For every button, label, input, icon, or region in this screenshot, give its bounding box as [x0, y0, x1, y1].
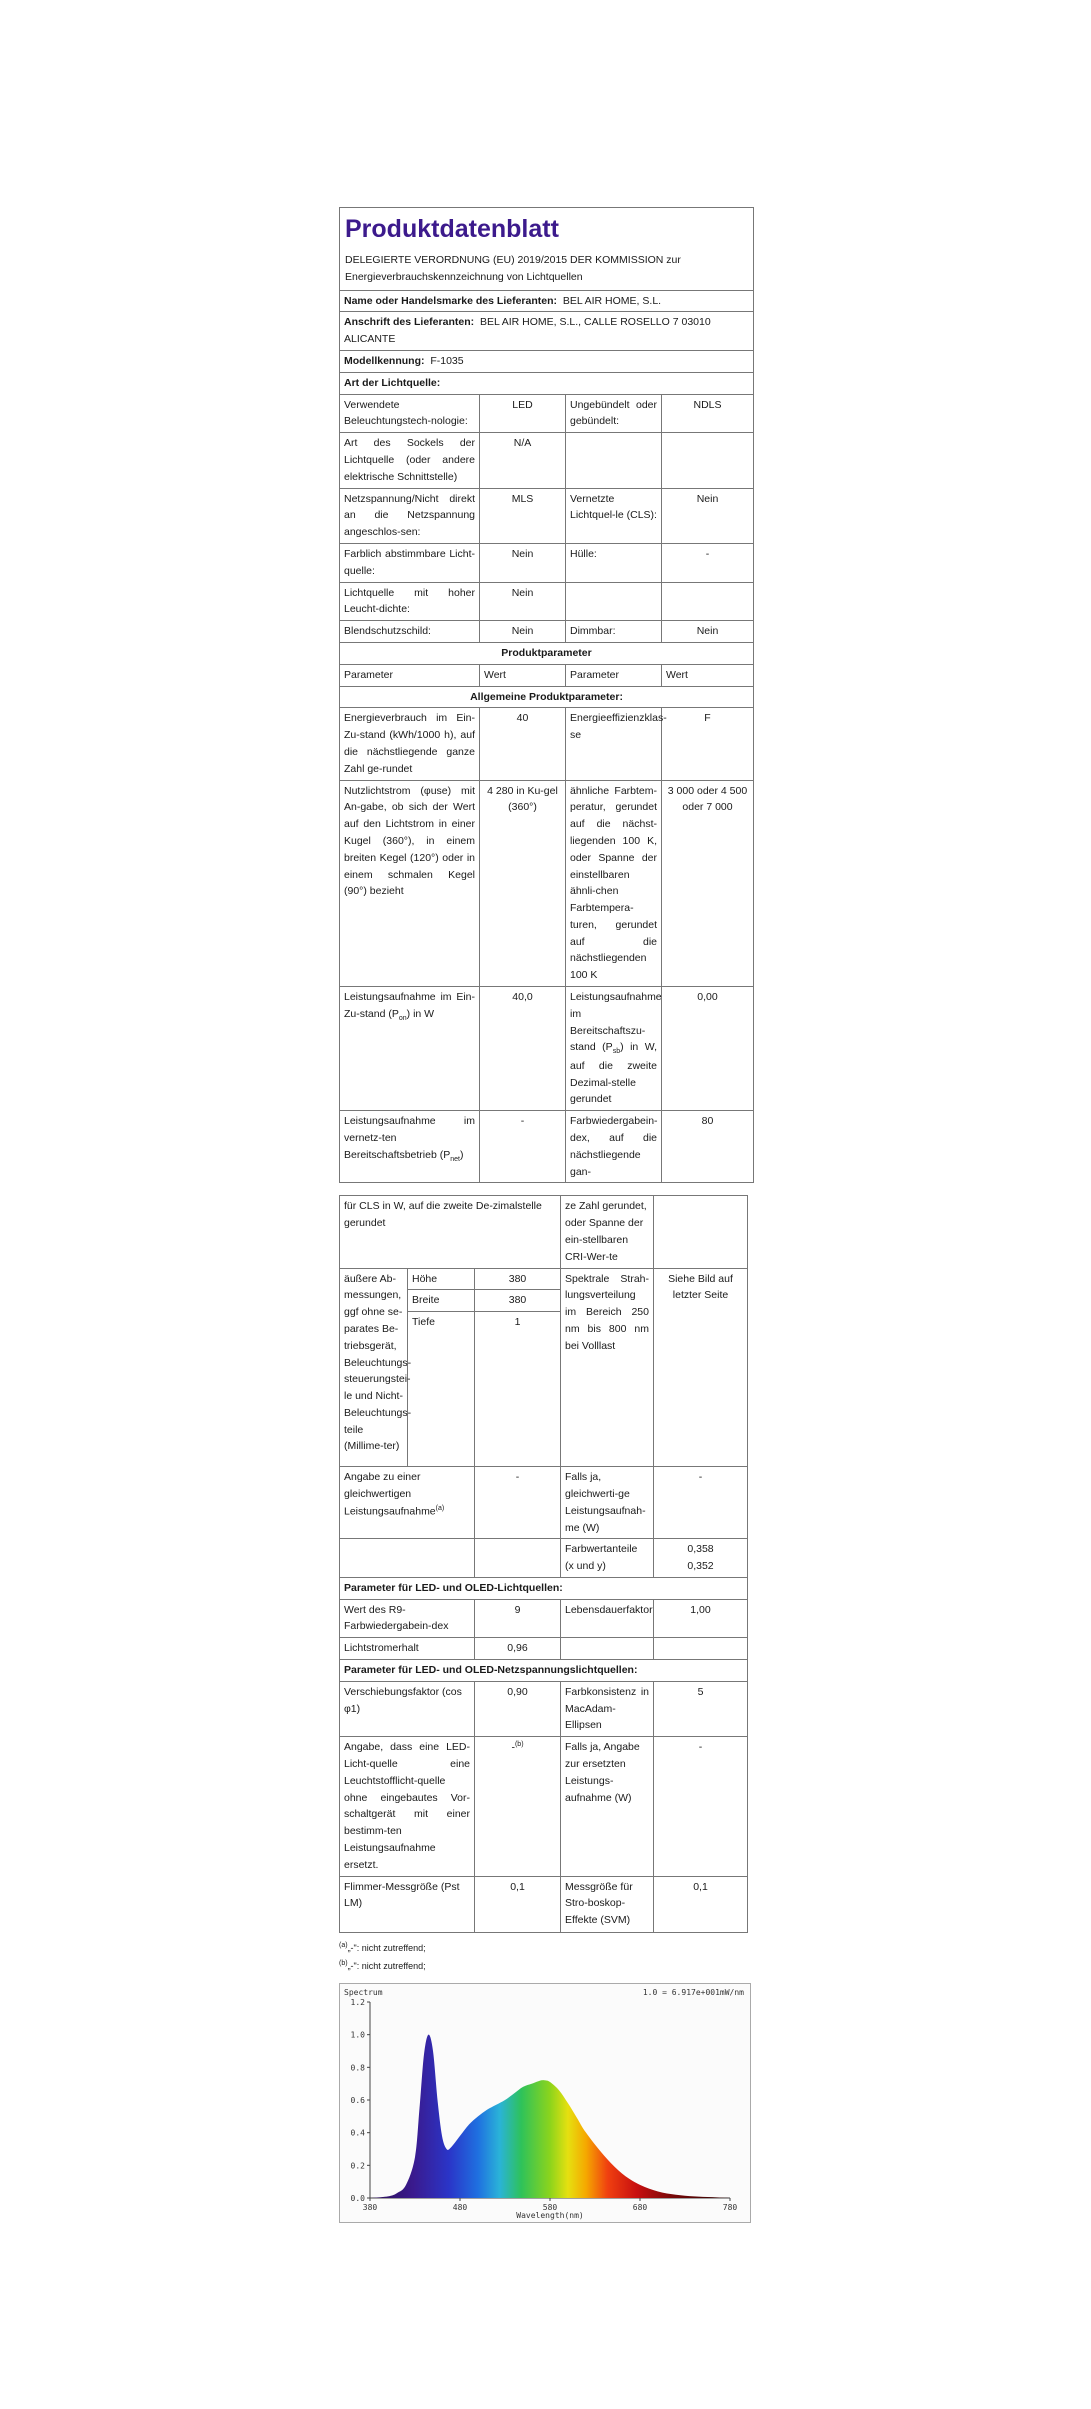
- type-value-2: [662, 582, 754, 621]
- chromaticity-label: Farbwertanteile (x und y): [561, 1539, 654, 1578]
- type-label: Blendschutzschild:: [340, 621, 480, 643]
- spectral-distribution-label: Spektrale Strah-lungsverteilung im Bereich 250 nm bis 800 nm bei Volllast: [561, 1268, 654, 1467]
- general-row: [340, 780, 754, 987]
- flicker-metric-value: 0,1: [475, 1876, 561, 1932]
- stroboscopic-metric-label: Messgröße für Stro-boskop-Effekte (SVM): [561, 1876, 654, 1932]
- on-mode-power-value: 40,0: [480, 987, 566, 1111]
- color-consistency-value: 5: [654, 1681, 748, 1736]
- spectrum-svg: [340, 1984, 750, 2222]
- regulation-subtitle: DELEGIERTE VERORDNUNG (EU) 2019/2015 DER KOMMISSION zur Energieverbrauchskennzeichnung von Lichtquellen: [345, 254, 681, 283]
- general-label: Nutzlichtstrom (φuse) mit An-gabe, ob sich der Wert auf den Lichtstrom in einer Kugel (360°), in einem breiten Kegel (120°) oder in einem schmalen Kegel (90°) bezieht: [340, 780, 480, 987]
- type-row: [340, 543, 754, 582]
- param-header: Parameter: [340, 664, 480, 686]
- cri-label: Farbwiedergabein-dex, auf die nächstliegende gan-: [566, 1111, 662, 1183]
- y-tick-label: 1.2: [350, 1997, 365, 2007]
- displacement-factor-label: Verschiebungsfaktor (cos φ1): [340, 1681, 475, 1736]
- y-tick-label: 0.2: [350, 2160, 365, 2170]
- footnote-a: $^{(a)}$„-": nicht zutreffend;: [339, 1941, 426, 1953]
- type-row: [340, 621, 754, 643]
- y-tick-label: 1.0: [350, 2030, 365, 2040]
- equivalent-power-label: Angabe zu einer gleichwertigen Leistungsaufnahme$^{(a)}$: [340, 1467, 475, 1539]
- dim-depth-label: Tiefe: [408, 1312, 475, 1467]
- type-label: Lichtquelle mit hoher Leucht-dichte:: [340, 582, 480, 621]
- equivalent-power2-value: -: [654, 1467, 748, 1539]
- supplier-name-value: BEL AIR HOME, S.L.: [562, 294, 662, 307]
- networked-standby-label: Leistungsaufnahme im vernetz-ten Bereitschaftsbetrieb $(P_{net})$: [340, 1111, 480, 1183]
- supplier-address-row: [340, 312, 754, 351]
- x-tick-label: 680: [632, 2202, 648, 2212]
- type-value-2: Nein: [662, 488, 754, 543]
- led-replacement-value: -$^{(b)}$: [475, 1737, 561, 1876]
- color-consistency-label: Farbkonsistenz in MacAdam-Ellipsen: [561, 1681, 654, 1736]
- lumen-maintenance-value: 0,96: [475, 1638, 561, 1660]
- general-parameters-heading: Allgemeine Produktparameter:: [340, 686, 754, 708]
- type-value-2: -: [662, 543, 754, 582]
- model-value: F-1035: [430, 354, 464, 367]
- spectrum-area: [370, 2034, 730, 2197]
- survival-factor-label: Lebensdauerfaktor: [561, 1599, 654, 1638]
- footnotes: [339, 1939, 753, 1975]
- model-row: [340, 350, 754, 372]
- led-parameters-heading: Parameter für LED- und OLED-Lichtquellen:: [340, 1577, 748, 1599]
- type-label-2: Ungebündelt oder gebündelt:: [566, 394, 662, 433]
- type-row: [340, 488, 754, 543]
- type-label-2: Hülle:: [566, 543, 662, 582]
- x-tick-label: 580: [542, 2202, 558, 2212]
- y-tick-label: 0.0: [350, 2193, 365, 2203]
- value-header: Wert: [480, 664, 566, 686]
- general-label-2: Energieeffizienzklas-se: [566, 708, 662, 780]
- general-label-2: ähnliche Farbtem-peratur, gerundet auf die nächst-liegenden 100 K, oder Spanne der einstellbaren ähnli-chen Farbtempera-turen, gerundet auf die nächstliegenden 100 K: [566, 780, 662, 987]
- type-label-2: Dimmbar:: [566, 621, 662, 643]
- chart-annotation: 1.0 = 6.917e+001mW/nm: [642, 1987, 744, 1997]
- lumen-maintenance-label: Lichtstromerhalt: [340, 1638, 475, 1660]
- product-parameters-heading: Produktparameter: [340, 642, 754, 664]
- lumen-empty-2: [654, 1638, 748, 1660]
- general-label: Energieverbrauch im Ein-Zu-stand (kWh/1000 h), auf die nächstliegende ganze Zahl ge-rundet: [340, 708, 480, 780]
- supplier-address-label: Anschrift des Lieferanten:: [344, 316, 475, 329]
- y-tick-label: 0.8: [350, 2062, 365, 2072]
- y-tick-label: 0.6: [350, 2095, 365, 2105]
- type-row: [340, 582, 754, 621]
- chart-title: Spectrum: [344, 1987, 383, 1997]
- type-label-2: [566, 582, 662, 621]
- type-row: [340, 394, 754, 433]
- replaced-power-label: Falls ja, Angabe zur ersetzten Leistungs-aufnahme (W): [561, 1737, 654, 1876]
- type-value: Nein: [480, 582, 566, 621]
- mains-led-parameters-heading: Parameter für LED- und OLED-Netzspannungslichtquellen:: [340, 1660, 748, 1682]
- cls-continuation-label: für CLS in W, auf die zweite De-zimalstelle gerundet: [340, 1196, 561, 1268]
- type-value-2: [662, 433, 754, 488]
- standby-power-label: Leistungsaufnahme im Bereitschaftszu-stand $(P_{sb})$ in W, auf die zweite Dezimal-stelle gerundet: [566, 987, 662, 1111]
- type-value: MLS: [480, 488, 566, 543]
- type-value: N/A: [480, 433, 566, 488]
- cri-continuation-empty: [654, 1196, 748, 1268]
- y-tick-label: 0.4: [350, 2128, 365, 2138]
- replaced-power-value: -: [654, 1737, 748, 1876]
- survival-factor-value: 1,00: [654, 1599, 748, 1638]
- dim-height-label: Höhe: [408, 1268, 475, 1290]
- supplier-name-label: Name oder Handelsmarke des Lieferanten:: [344, 294, 557, 307]
- dim-width-value: 380: [475, 1290, 561, 1312]
- equivalent-power-value: -: [475, 1467, 561, 1539]
- x-tick-label: 780: [722, 2202, 738, 2212]
- general-value: 40: [480, 708, 566, 780]
- spectral-distribution-value: Siehe Bild auf letzter Seite: [654, 1268, 748, 1467]
- lumen-empty-1: [561, 1638, 654, 1660]
- type-label: Art des Sockels der Lichtquelle (oder andere elektrische Schnittstelle): [340, 433, 480, 488]
- general-value: 4 280 in Ku-gel (360°): [480, 780, 566, 987]
- type-value-2: Nein: [662, 621, 754, 643]
- networked-standby-value: -: [480, 1111, 566, 1183]
- chroma-empty-2: [475, 1539, 561, 1578]
- type-label-2: Vernetzte Lichtquel-le (CLS):: [566, 488, 662, 543]
- value-header-2: Wert: [662, 664, 754, 686]
- r9-value: 9: [475, 1599, 561, 1638]
- model-label: Modellkennung:: [344, 354, 425, 367]
- cri-value: 80: [662, 1111, 754, 1183]
- page2-table: [339, 1195, 748, 1932]
- dimensions-label: äußere Ab-messungen, ggf ohne se-parates Be-triebsgerät, Beleuchtungs-steuerungstei-le und Nicht-Beleuchtungs-teile (Millime-ter): [340, 1268, 408, 1467]
- equivalent-power2-label: Falls ja, gleichwerti-ge Leistungsaufnah-me (W): [561, 1467, 654, 1539]
- flicker-metric-label: Flimmer-Messgröße (Pst LM): [340, 1876, 475, 1932]
- dim-height-value: 380: [475, 1268, 561, 1290]
- type-section-heading: Art der Lichtquelle:: [340, 372, 754, 394]
- type-label-2: [566, 433, 662, 488]
- type-label: Verwendete Beleuchtungstech-nologie:: [340, 394, 480, 433]
- chromaticity-value: 0,358 0,352: [654, 1539, 748, 1578]
- stroboscopic-metric-value: 0,1: [654, 1876, 748, 1932]
- led-replacement-label: Angabe, dass eine LED-Licht-quelle eine Leuchtstofflicht-quelle ohne eingebautes Vor-schaltgerät mit einer bestimm-ten Leistungsaufnahme ersetzt.: [340, 1737, 475, 1876]
- r9-label: Wert des R9-Farbwiedergabein-dex: [340, 1599, 475, 1638]
- chroma-empty-1: [340, 1539, 475, 1578]
- dim-depth-value: 1: [475, 1312, 561, 1467]
- cri-continuation-label: ze Zahl gerundet, oder Spanne der ein-stellbaren CRI-Wer-te: [561, 1196, 654, 1268]
- header-cell: [340, 208, 754, 291]
- type-value: Nein: [480, 621, 566, 643]
- type-label: Farblich abstimmbare Licht-quelle:: [340, 543, 480, 582]
- x-tick-label: 480: [452, 2202, 468, 2212]
- dim-width-label: Breite: [408, 1290, 475, 1312]
- page-title: Produktdatenblatt: [345, 215, 559, 243]
- general-value-2: F: [662, 708, 754, 780]
- param-header-2: Parameter: [566, 664, 662, 686]
- type-label: Netzspannung/Nicht direkt an die Netzspannung angeschlos-sen:: [340, 488, 480, 543]
- x-tick-label: 380: [362, 2202, 378, 2212]
- x-axis-label: Wavelength(nm): [516, 2210, 584, 2220]
- supplier-name-row: [340, 290, 754, 312]
- general-value-2: 3 000 oder 4 500 oder 7 000: [662, 780, 754, 987]
- displacement-factor-value: 0,90: [475, 1681, 561, 1736]
- type-value-2: NDLS: [662, 394, 754, 433]
- type-row: [340, 433, 754, 488]
- standby-power-value: 0,00: [662, 987, 754, 1111]
- product-data-sheet: [339, 207, 753, 2223]
- type-value: LED: [480, 394, 566, 433]
- spectrum-chart: [339, 1983, 751, 2223]
- on-mode-power-label: Leistungsaufnahme im Ein-Zu-stand $(P_{on})$ in W: [340, 987, 480, 1111]
- page1-table: [339, 207, 754, 1183]
- footnote-b: $^{(b)}$„-": nicht zutreffend;: [339, 1959, 426, 1971]
- general-row: [340, 708, 754, 780]
- type-value: Nein: [480, 543, 566, 582]
- supplier-address-value: BEL AIR HOME, S.L., CALLE ROSELLO 7 03010 ALICANTE: [344, 316, 711, 346]
